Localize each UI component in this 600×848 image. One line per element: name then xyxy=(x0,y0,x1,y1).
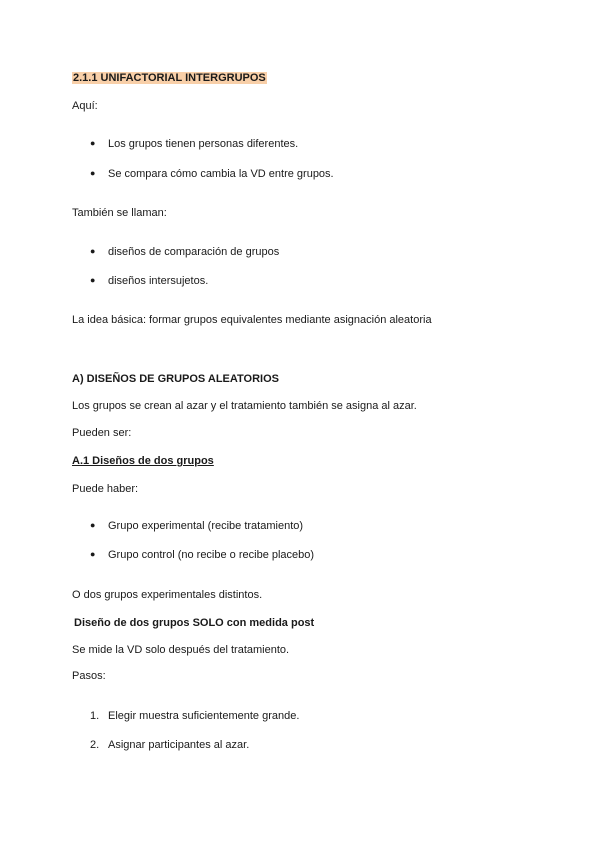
bullet-icon: ● xyxy=(90,549,96,559)
paragraph-aqui: Aquí: xyxy=(72,100,98,112)
paragraph-mide: Se mide la VD solo después del tratamiento. xyxy=(72,644,290,656)
numbered-item xyxy=(90,738,249,752)
list-item-text: Grupo control (no recibe o recibe placebo) xyxy=(108,549,315,561)
list-item-text: diseños intersujetos. xyxy=(108,275,209,287)
highlighted-heading-text: 2.1.1 UNIFACTORIAL INTERGRUPOS xyxy=(73,72,266,84)
list-item xyxy=(90,245,279,259)
bullet-icon: ● xyxy=(90,520,96,530)
paragraph-tambien: También se llaman: xyxy=(72,207,167,219)
list-item-text: Se compara cómo cambia la VD entre grupos. xyxy=(108,168,334,180)
list-item xyxy=(90,167,334,181)
paragraph-pasos: Pasos: xyxy=(72,670,106,682)
numbered-item xyxy=(90,709,299,723)
item-number: 2. xyxy=(90,739,100,751)
section-heading-unifactorial xyxy=(72,71,267,85)
list-item xyxy=(90,548,314,562)
paragraph-azar: Los grupos se crean al azar y el tratamiento también se asigna al azar. xyxy=(72,400,417,412)
list-item xyxy=(90,137,298,151)
list-item-text: Los grupos tienen personas diferentes. xyxy=(108,138,299,150)
subsection-heading-dos-grupos: A.1 Diseños de dos grupos xyxy=(72,455,214,467)
bullet-icon: ● xyxy=(90,138,96,148)
item-text: Asignar participantes al azar. xyxy=(108,739,250,751)
paragraph-idea: La idea básica: formar grupos equivalentes mediante asignación aleatoria xyxy=(72,314,432,326)
list-item xyxy=(90,519,303,533)
paragraph-pueden: Pueden ser: xyxy=(72,427,132,439)
paragraph-dos-experimentales: O dos grupos experimentales distintos. xyxy=(72,589,263,601)
bullet-icon: ● xyxy=(90,246,96,256)
item-number: 1. xyxy=(90,710,100,722)
bullet-icon: ● xyxy=(90,168,96,178)
item-text: Elegir muestra suficientemente grande. xyxy=(108,710,300,722)
list-item-text: diseños de comparación de grupos xyxy=(108,246,280,258)
section-heading-grupos-aleatorios: A) DISEÑOS DE GRUPOS ALEATORIOS xyxy=(72,373,279,385)
list-item xyxy=(90,274,208,288)
list-item-text: Grupo experimental (recibe tratamiento) xyxy=(108,520,304,532)
heading-solo-post: Diseño de dos grupos SOLO con medida post xyxy=(74,617,315,629)
bullet-icon: ● xyxy=(90,275,96,285)
paragraph-puede-haber: Puede haber: xyxy=(72,483,139,495)
